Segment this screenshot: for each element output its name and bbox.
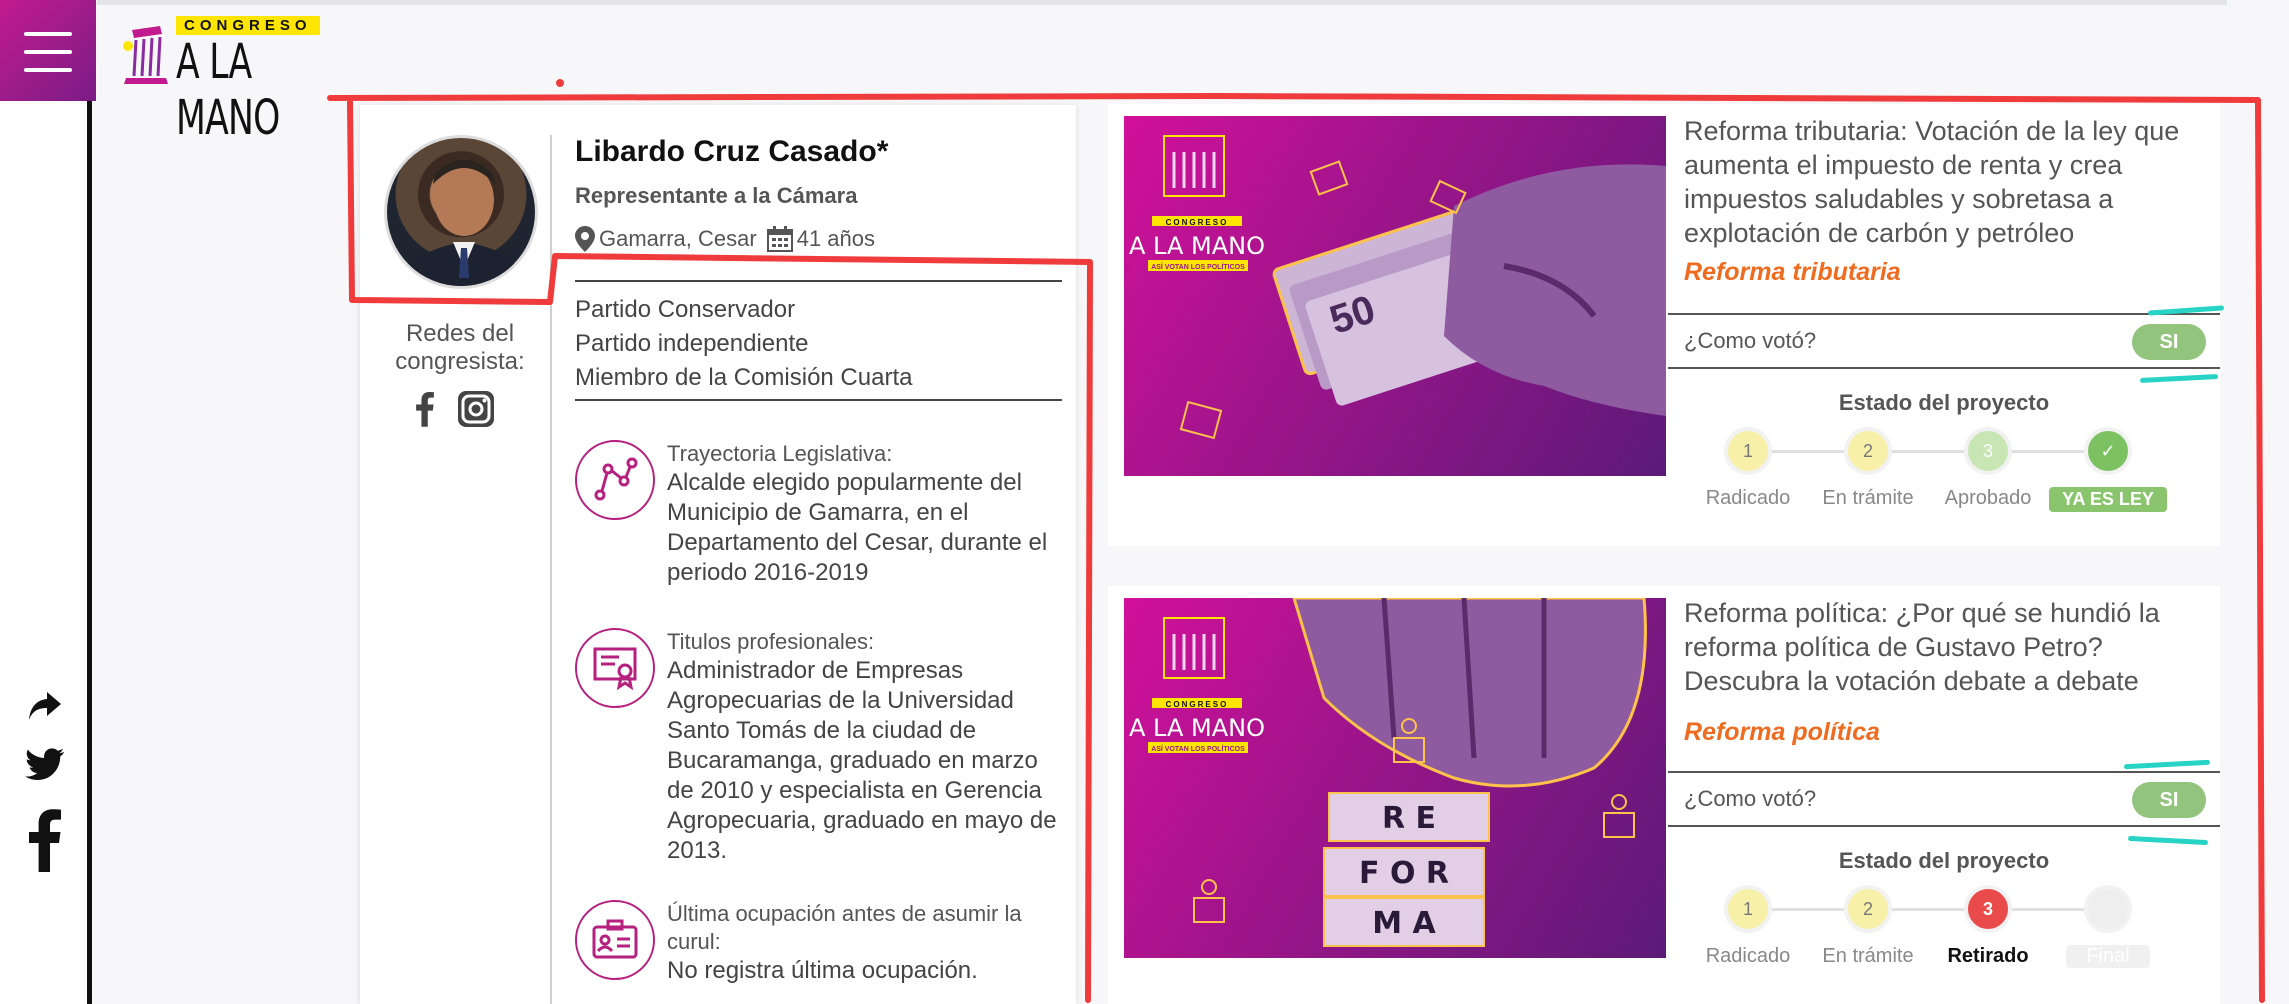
card-title[interactable]: Reforma política: ¿Por qué se hundió la reforma política de Gustavo Petro? Descubra la votación debate a debate [1684,598,2160,696]
vote-question: ¿Como votó? [1684,786,1817,811]
section-body: Administrador de Empresas Agropecuarias de la Universidad Santo Tomás de la ciudad de Bucaramanga, graduado en marzo de 2010 y especialista en Gerencia Agropecuaria, graduado en mayo de 2013. [667,657,1057,864]
facebook-icon[interactable] [20,808,70,872]
party-divider [575,399,1062,401]
instagram-icon[interactable] [457,390,495,428]
status-step: 1 Radicado [1688,882,1808,968]
image-block-text: R E [1381,801,1437,836]
party-item: Partido Conservador [575,296,796,323]
congressperson-profile-card [360,105,1076,1004]
vote-badge: SI [2132,324,2206,360]
card-category[interactable]: Reforma tributaria [1684,258,1901,286]
status-step: 3 Aprobado [1928,424,2048,510]
card-category[interactable]: Reforma política [1684,718,1880,746]
image-logo-top: CONGRESO [1165,700,1229,709]
svg-text:50: 50 [1324,287,1381,343]
profile-photo [384,135,538,289]
image-logo-bottom: A LA MANO [1129,714,1265,742]
image-logo-sub: ASÍ VOTAN LOS POLÍTICOS [1151,264,1245,271]
vote-badge: SI [2132,782,2206,818]
twitter-icon[interactable] [20,748,70,782]
location-pin-icon [575,226,595,252]
section-heading: Titulos profesionales: [667,629,875,654]
section-heading: Trayectoria Legislativa: [667,441,893,466]
image-logo [1129,618,1265,753]
menu-button[interactable] [0,0,96,101]
commission-item: Miembro de la Comisión Cuarta [575,364,913,391]
image-block-text: F O R [1359,856,1449,891]
image-logo [1129,136,1265,271]
profile-section-degrees [575,628,1065,866]
facebook-icon[interactable] [415,390,435,428]
project-status-stepper [1688,424,2168,509]
logo-capitol-icon [120,20,174,86]
vote-card[interactable] [1108,586,2220,1004]
project-status-stepper [1688,882,2168,967]
party-item: Partido independiente [575,330,809,357]
image-block-text: M A [1372,906,1436,941]
id-card-icon [575,900,655,980]
share-icon[interactable] [20,690,70,722]
image-logo-bottom: A LA MANO [1129,232,1265,260]
status-step: 2 En trámite [1808,882,1928,968]
congressperson-name: Libardo Cruz Casado* [575,135,889,168]
section-body: No registra última ocupación. [667,957,978,984]
profile-section-last-job [575,900,1065,986]
status-step-current: 3 Retirado [1928,882,2048,968]
status-step: 2 En trámite [1808,424,1928,510]
share-toolbar [20,690,70,898]
meta-divider [575,280,1062,282]
card-title[interactable]: Reforma tributaria: Votación de la ley que aumenta el impuesto de renta y crea impuestos saludables y sobretasa a explotación de carbón y petróleo [1684,116,2180,248]
status-step-final: ✓ YA ES LEY [2048,424,2168,512]
calendar-icon [767,226,793,252]
image-logo-top: CONGRESO [1165,218,1229,227]
vote-row [1668,313,2220,369]
check-icon: ✓ [2084,427,2132,475]
status-title: Estado del proyecto [1838,390,2050,415]
profile-divider [550,135,552,1004]
vote-row [1668,771,2220,827]
site-logo[interactable] [120,16,360,146]
age-text: 41 años [796,226,876,251]
status-step: Final [2048,882,2168,968]
vote-question: ¿Como votó? [1684,328,1817,353]
logo-tagline: CONGRESO [176,16,320,35]
card-image[interactable] [1124,116,1666,476]
profile-section-trajectory [575,440,1065,588]
section-body: Alcalde elegido popularmente del Municipio de Gamarra, en el Departamento del Cesar, durante el periodo 2016-2019 [667,469,1048,586]
section-heading: Última ocupación antes de asumir la curul: [667,901,1022,954]
card-image[interactable] [1124,598,1666,958]
status-title: Estado del proyecto [1838,848,2050,873]
party-list [575,293,912,395]
image-logo-sub: ASÍ VOTAN LOS POLÍTICOS [1151,746,1245,753]
congressperson-role: Representante a la Cámara [575,183,858,208]
location-text: Gamarra, Cesar [599,226,757,251]
trajectory-icon [575,440,655,520]
profile-social-links [415,390,495,428]
vote-card[interactable] [1108,104,2220,546]
diploma-icon [575,628,655,708]
status-step: 1 Radicado [1688,424,1808,510]
top-scrollbar [97,0,2227,5]
logo-wordmark: A LA MANO [176,34,280,146]
profile-meta [575,226,875,252]
social-label: Redes del congresista: [395,320,525,375]
